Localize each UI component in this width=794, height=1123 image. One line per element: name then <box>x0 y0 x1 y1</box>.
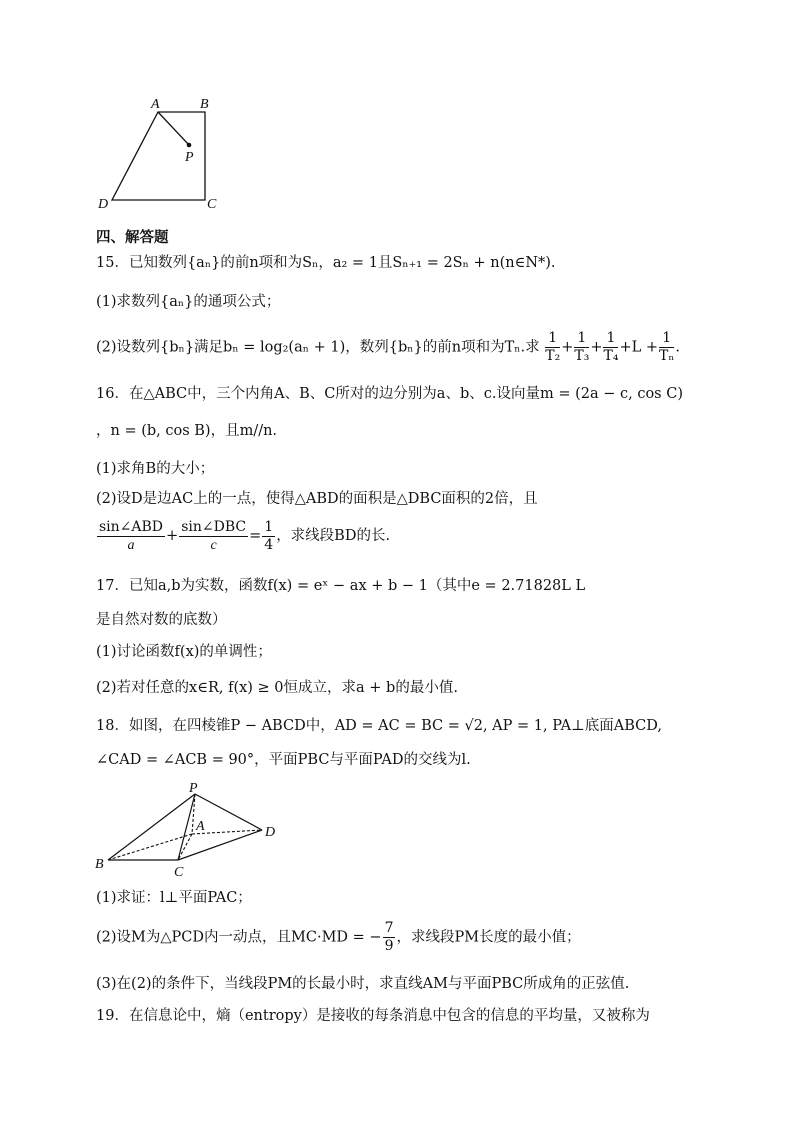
label-P: P <box>185 150 194 165</box>
quadrilateral-figure <box>90 90 230 215</box>
q16-part2: (2)设D是边AC上的一点，使得△ABD的面积是△DBC面积的2倍，且 <box>96 491 538 507</box>
q17-part1: (1)讨论函数f(x)的单调性； <box>96 644 272 660</box>
q18-stem-2: ∠CAD = ∠ACB = 90°，平面PBC与平面PAD的交线为l. <box>96 752 471 768</box>
pyr-label-P: P <box>189 781 198 796</box>
q15-part1: (1)求数列{aₙ}的通项公式； <box>96 294 281 310</box>
label-B: B <box>200 97 209 112</box>
label-D: D <box>98 197 109 212</box>
q16-part1: (1)求角B的大小； <box>96 461 215 477</box>
q16-stem-1: 16．在△ABC中，三个内角A、B、C所对的边分别为a、b、c.设向量m = (2a − c, cos C) <box>96 386 683 402</box>
section-title: 四、解答题 <box>96 230 169 246</box>
pyr-label-B: B <box>95 857 104 872</box>
q17-part2: (2)若对任意的x∈R, f(x) ≥ 0恒成立，求a + b的最小值. <box>96 680 458 696</box>
pyr-label-A: A <box>196 819 205 834</box>
pyr-label-C: C <box>174 865 184 878</box>
label-A: A <box>151 97 160 112</box>
q19-stem: 19．在信息论中，熵（entropy）是接收的每条消息中包含的信息的平均量，又被称为 <box>96 1008 650 1024</box>
q16-stem-2: ，n = (b, cos B)，且m//n. <box>96 423 278 439</box>
pyr-label-D: D <box>265 825 276 840</box>
q17-stem-1: 17．已知a,b为实数，函数f(x) = eˣ − ax + b − 1（其中e = 2.71828L L <box>96 578 586 594</box>
q18-stem-1: 18．如图，在四棱锥P − ABCD中，AD = AC = BC = √2, AP = 1, PA⊥底面ABCD, <box>96 718 662 734</box>
q18-part2: (2)设M为△PCD内一动点，且MC·MD = − $\frac{7}{9}$ ，求线段PM长度的最小值； <box>96 920 581 954</box>
q16-part2-equation: $\frac{\text{sin∠ABD}}{a}$ + $\frac{\text{sin∠DBC}}{c}$ = $\frac{1}{4}$ ，求线段BD的长. <box>99 518 391 553</box>
q15-stem: 15．已知数列{aₙ}的前n项和为Sₙ，a₂ = 1且Sₙ₊₁ = 2Sₙ + n(n∈N*). <box>96 255 556 271</box>
pyramid-figure <box>90 778 290 878</box>
q15-part2: (2)设数列{bₙ}满足bₙ = log₂(aₙ + 1)，数列{bₙ}的前n项和为Tₙ.求 $\frac{1}{\text{T₂}}$ + $\frac{1}{\text{T₃}}$ + $\frac{1}{\text{T₄}}$ +L + $\frac{1}{\text{Tₙ}}$ . <box>96 330 680 364</box>
q18-part1: (1)求证：l⊥平面PAC； <box>96 890 252 906</box>
q18-part3: (3)在(2)的条件下，当线段PM的长最小时，求直线AM与平面PBC所成角的正弦值. <box>96 976 630 992</box>
q15-part2-text: (2)设数列{bₙ}满足bₙ = log₂(aₙ + 1)，数列{bₙ}的前n项和为Tₙ.求 <box>96 339 540 356</box>
q17-stem-2: 是自然对数的底数） <box>96 612 227 628</box>
label-C: C <box>207 197 217 212</box>
